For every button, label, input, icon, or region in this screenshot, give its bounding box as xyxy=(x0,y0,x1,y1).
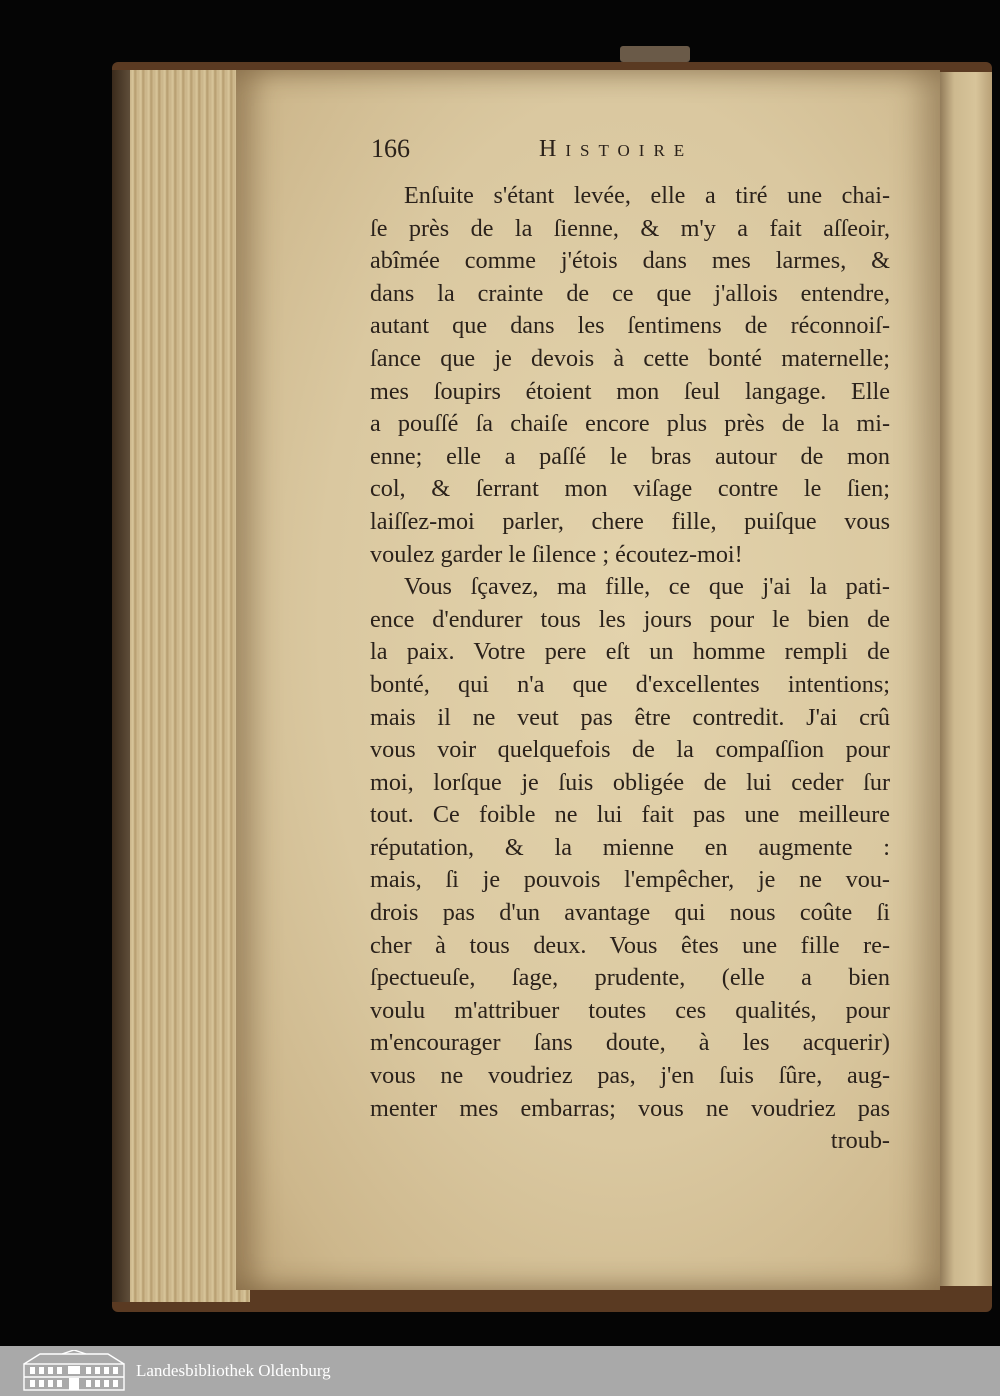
text-line: vous ne voudriez pas, j'en ſuis ſûre, aug- xyxy=(370,1062,890,1090)
text-line: laiſſez-moi parler, chere fille, puiſque vous xyxy=(370,507,890,535)
text-line: abîmée comme j'étois dans mes larmes, & xyxy=(370,247,890,275)
text-line: Vous ſçavez, ma fille, ce que j'ai la pati- xyxy=(404,573,890,601)
library-building-icon xyxy=(22,1350,126,1392)
text-line: drois pas d'un avantage qui nous coûte ſi xyxy=(370,899,890,927)
text-line: m'encourager ſans doute, à les acquerir) xyxy=(370,1029,890,1057)
book-clasp xyxy=(620,46,690,62)
body-text xyxy=(370,180,890,1158)
text-line: la paix. Votre pere eſt un homme rempli de xyxy=(370,638,890,666)
page-edges xyxy=(130,70,250,1302)
text-line: vous voir quelquefois de la compaſſion pour xyxy=(370,736,890,764)
text-line: menter mes embarras; vous ne voudriez pas xyxy=(370,1094,890,1122)
text-line: réputation, & la mienne en augmente : xyxy=(370,833,890,861)
text-line: ſe près de la ſienne, & m'y a fait aſſeoir, xyxy=(370,214,890,242)
catchword: troub- xyxy=(830,1127,890,1155)
text-line: ence d'endurer tous les jours pour le bien de xyxy=(370,605,890,633)
text-line: mes ſoupirs étoient mon ſeul langage. Elle xyxy=(370,377,890,405)
text-line: a pouſſé ſa chaiſe encore plus près de la mi- xyxy=(370,410,890,438)
text-line: voulez garder le ſilence ; écoutez-moi! xyxy=(370,540,743,568)
text-line: col, & ſerrant mon viſage contre le ſien; xyxy=(370,475,890,503)
facing-page-edge xyxy=(938,72,992,1286)
page-number: 166 xyxy=(371,134,410,163)
text-line: mais, ſi je pouvois l'empêcher, je ne vou- xyxy=(370,866,890,894)
text-line: tout. Ce foible ne lui fait pas une meilleure xyxy=(370,801,890,829)
library-footer-banner xyxy=(0,1346,1000,1396)
text-line: ſpectueuſe, ſage, prudente, (elle a bien xyxy=(370,964,890,992)
text-line: ſance que je devois à cette bonté maternelle; xyxy=(370,344,890,372)
text-line: autant que dans les ſentimens de réconnoiſ- xyxy=(370,312,890,340)
text-line: cher à tous deux. Vous êtes une fille re- xyxy=(370,931,890,959)
text-line: moi, lorſque je ſuis obligée de lui ceder ſur xyxy=(370,768,890,796)
text-line: dans la crainte de ce que j'allois entendre, xyxy=(370,279,890,307)
running-head xyxy=(371,132,891,166)
text-line: mais il ne veut pas être contredit. J'ai crû xyxy=(370,703,890,731)
text-line: enne; elle a paſſé le bras autour de mon xyxy=(370,442,890,470)
library-name: Landesbibliothek Oldenburg xyxy=(136,1361,331,1380)
running-title: Histoire xyxy=(539,136,694,162)
text-line: voulu m'attribuer toutes ces qualités, pour xyxy=(370,996,890,1024)
text-line: bonté, qui n'a que d'excellentes intentions; xyxy=(370,670,890,698)
text-line: Enſuite s'étant levée, elle a tiré une chai- xyxy=(404,182,890,209)
